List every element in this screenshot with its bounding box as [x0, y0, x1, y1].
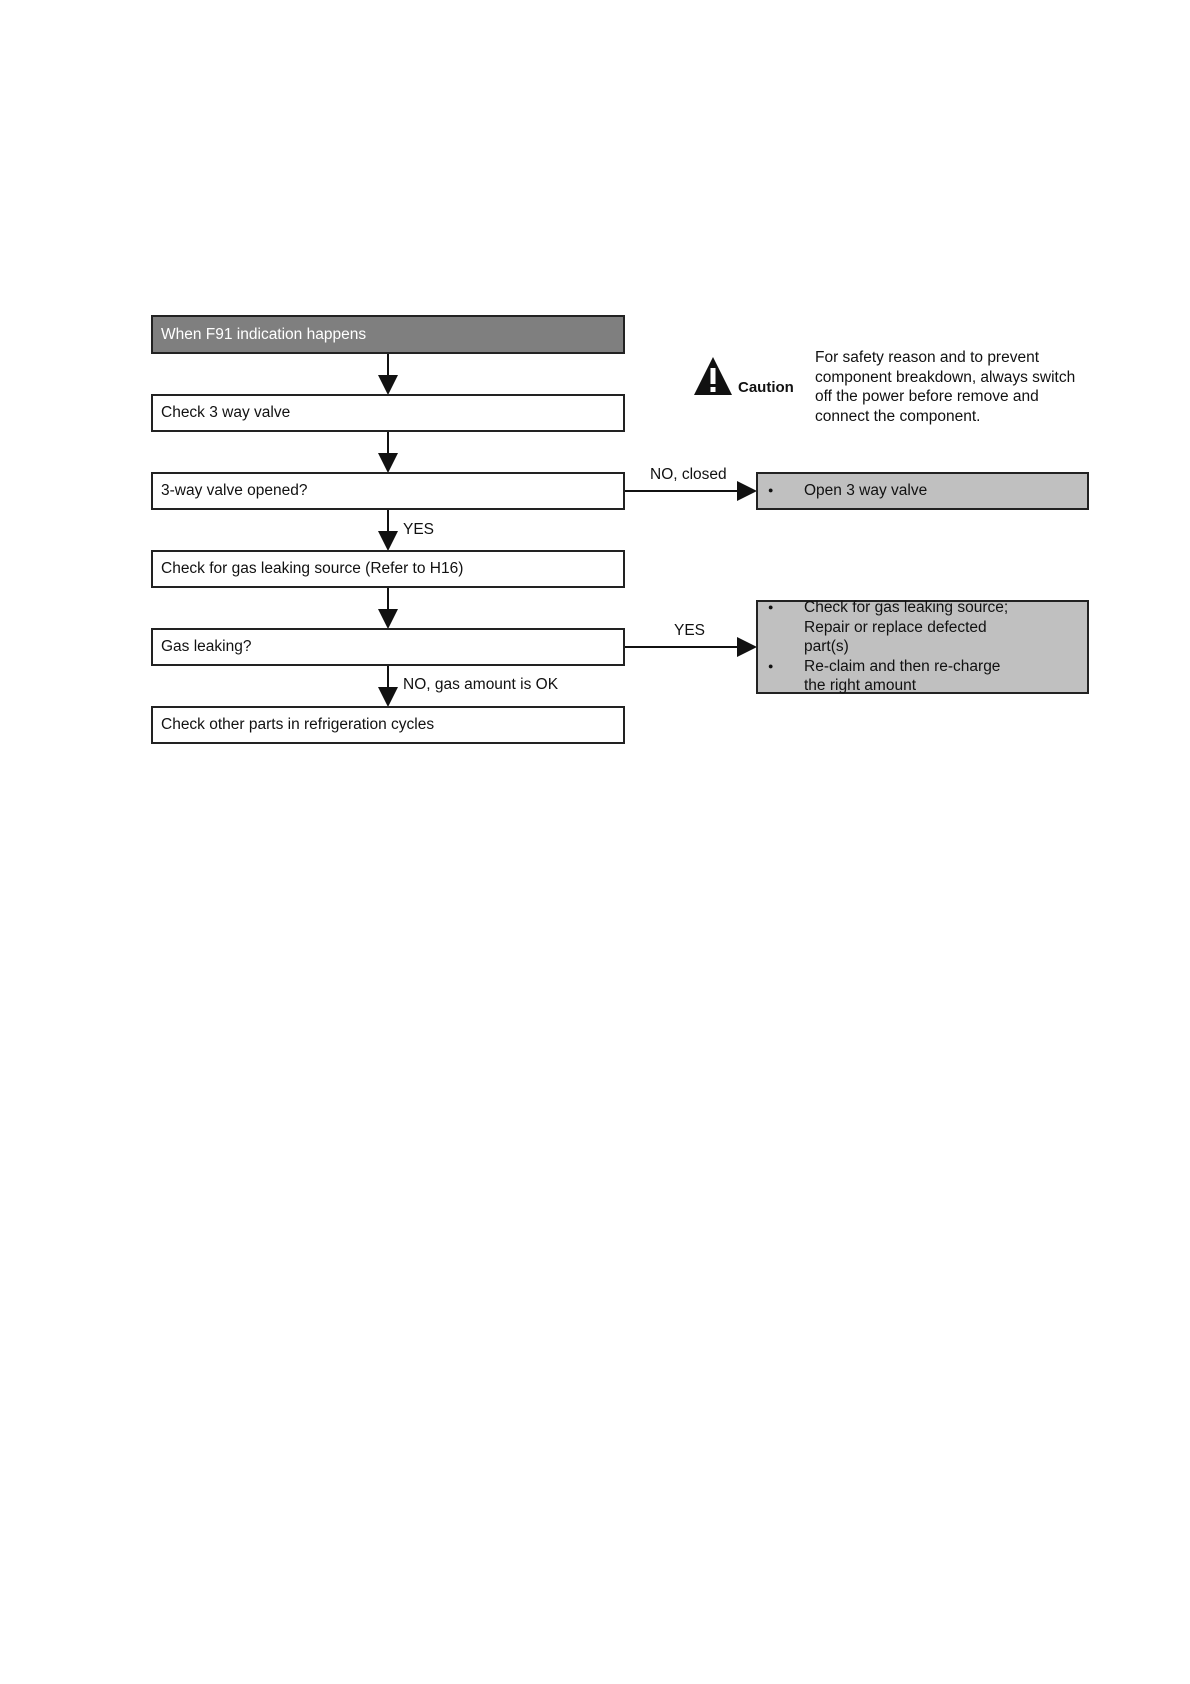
step-text: Check for gas leaking source (Refer to H16)	[161, 560, 464, 577]
step-check-gas-leak	[151, 550, 625, 588]
step-text: Check 3 way valve	[161, 404, 291, 421]
warning-icon	[692, 355, 734, 397]
label-no-closed: NO, closed	[650, 466, 727, 483]
decision-text: 3-way valve opened?	[161, 482, 308, 499]
decision-valve-opened	[151, 472, 625, 510]
end-text: Check other parts in refrigeration cycles	[161, 716, 435, 733]
decision-gas-leaking	[151, 628, 625, 666]
end-box	[151, 706, 625, 744]
start-box	[151, 315, 625, 354]
decision-text: Gas leaking?	[161, 638, 252, 655]
action-open-valve	[756, 472, 1089, 510]
action-item: ● Open 3 way valve	[768, 481, 927, 501]
caution-label: Caution	[738, 379, 794, 396]
label-yes-valve: YES	[403, 521, 435, 538]
caution-text: For safety reason and to prevent component breakdown, always switch off the power before remove and connect the component.	[815, 349, 1076, 425]
action-gas-leak	[756, 600, 1089, 694]
action-item: ● Check for gas leaking source; Repair or replace defected part(s)	[768, 598, 1018, 657]
start-text: When F91 indication happens	[161, 325, 367, 343]
label-yes-leak: YES	[674, 622, 706, 639]
step-check-valve	[151, 394, 625, 432]
action-item: ● Re-claim and then re-charge the right amount	[768, 657, 1018, 696]
label-no-ok: NO, gas amount is OK	[403, 676, 559, 693]
